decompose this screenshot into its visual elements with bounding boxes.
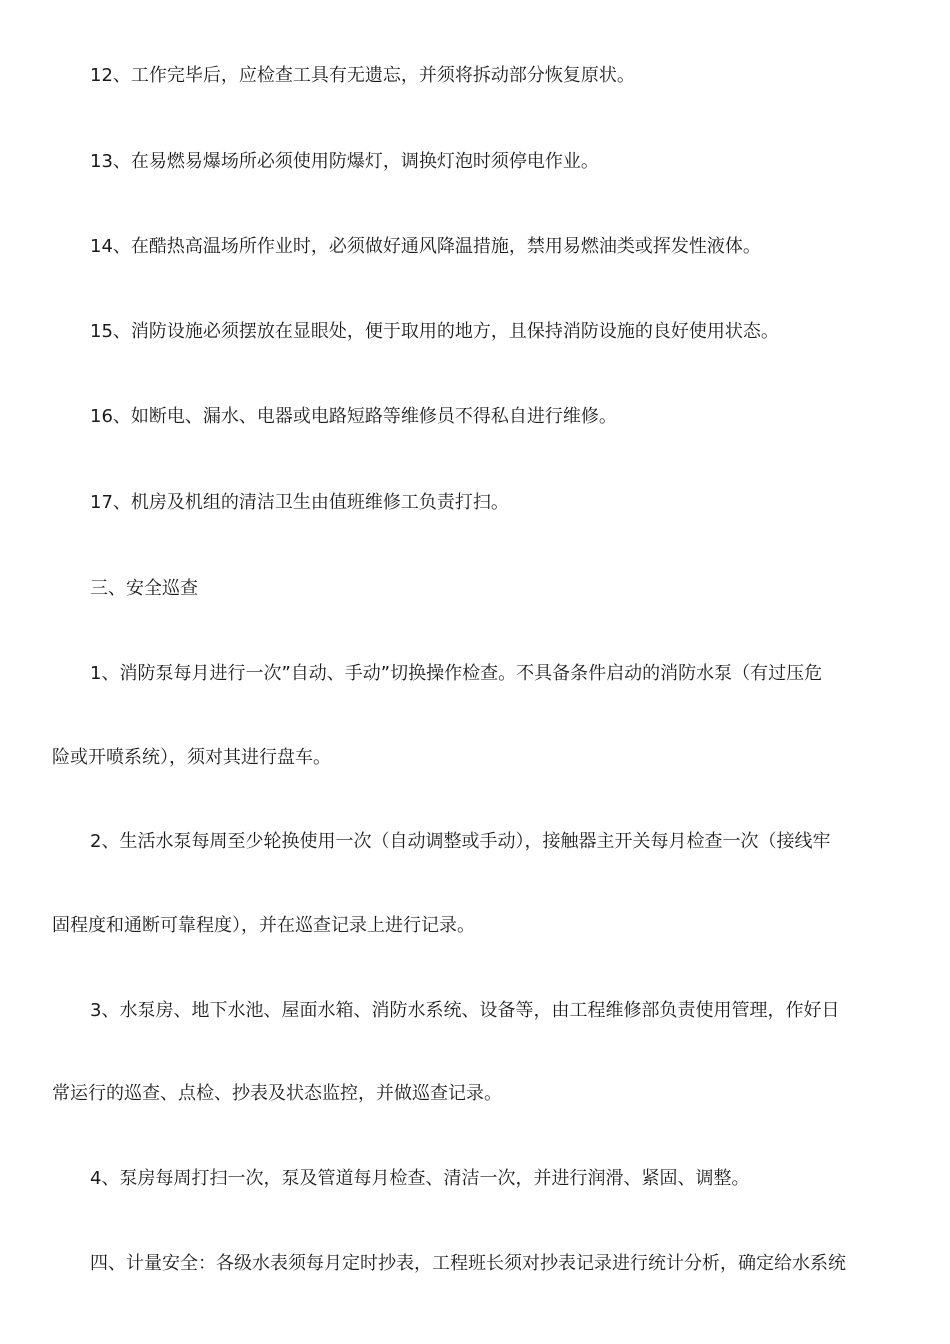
rule-item-12: 12、工作完毕后，应检查工具有无遗忘，并须将拆动部分恢复原状。: [90, 65, 635, 86]
patrol-item-2-line-2: 固程度和通断可靠程度），并在巡查记录上进行记录。: [52, 915, 475, 936]
rule-item-16: 16、如断电、漏水、电器或电路短路等维修员不得私自进行维修。: [90, 406, 617, 427]
rule-item-17: 17、机房及机组的清洁卫生由值班维修工负责打扫。: [90, 492, 509, 513]
patrol-item-2-line-1: 2、生活水泵每周至少轮换使用一次（自动调整或手动），接触器主开关每月检查一次（接线牢: [90, 831, 831, 852]
patrol-item-3-line-2: 常运行的巡查、点检、抄表及状态监控，并做巡查记录。: [52, 1083, 502, 1104]
patrol-item-3-line-1: 3、水泵房、地下水池、屋面水箱、消防水系统、设备等，由工程维修部负责使用管理，作好日: [90, 1000, 840, 1021]
section-heading-safety-patrol: 三、安全巡查: [90, 578, 198, 599]
patrol-item-4: 4、泵房每周打扫一次，泵及管道每月检查、清洁一次，并进行润滑、紧固、调整。: [90, 1168, 750, 1189]
section-heading-metering-safety: 四、计量安全：各级水表须每月定时抄表，工程班长须对抄表记录进行统计分析，确定给水系统: [90, 1253, 846, 1274]
patrol-item-1-line-2: 险或开喷系统），须对其进行盘车。: [52, 747, 331, 768]
rule-item-13: 13、在易燃易爆场所必须使用防爆灯，调换灯泡时须停电作业。: [90, 151, 599, 172]
rule-item-15: 15、消防设施必须摆放在显眼处，便于取用的地方，且保持消防设施的良好使用状态。: [90, 321, 779, 342]
patrol-item-1-line-1: 1、消防泵每月进行一次”自动、手动”切换操作检查。不具备条件启动的消防水泵（有过压危: [90, 663, 823, 684]
rule-item-14: 14、在酷热高温场所作业时，必须做好通风降温措施，禁用易燃油类或挥发性液体。: [90, 236, 761, 257]
